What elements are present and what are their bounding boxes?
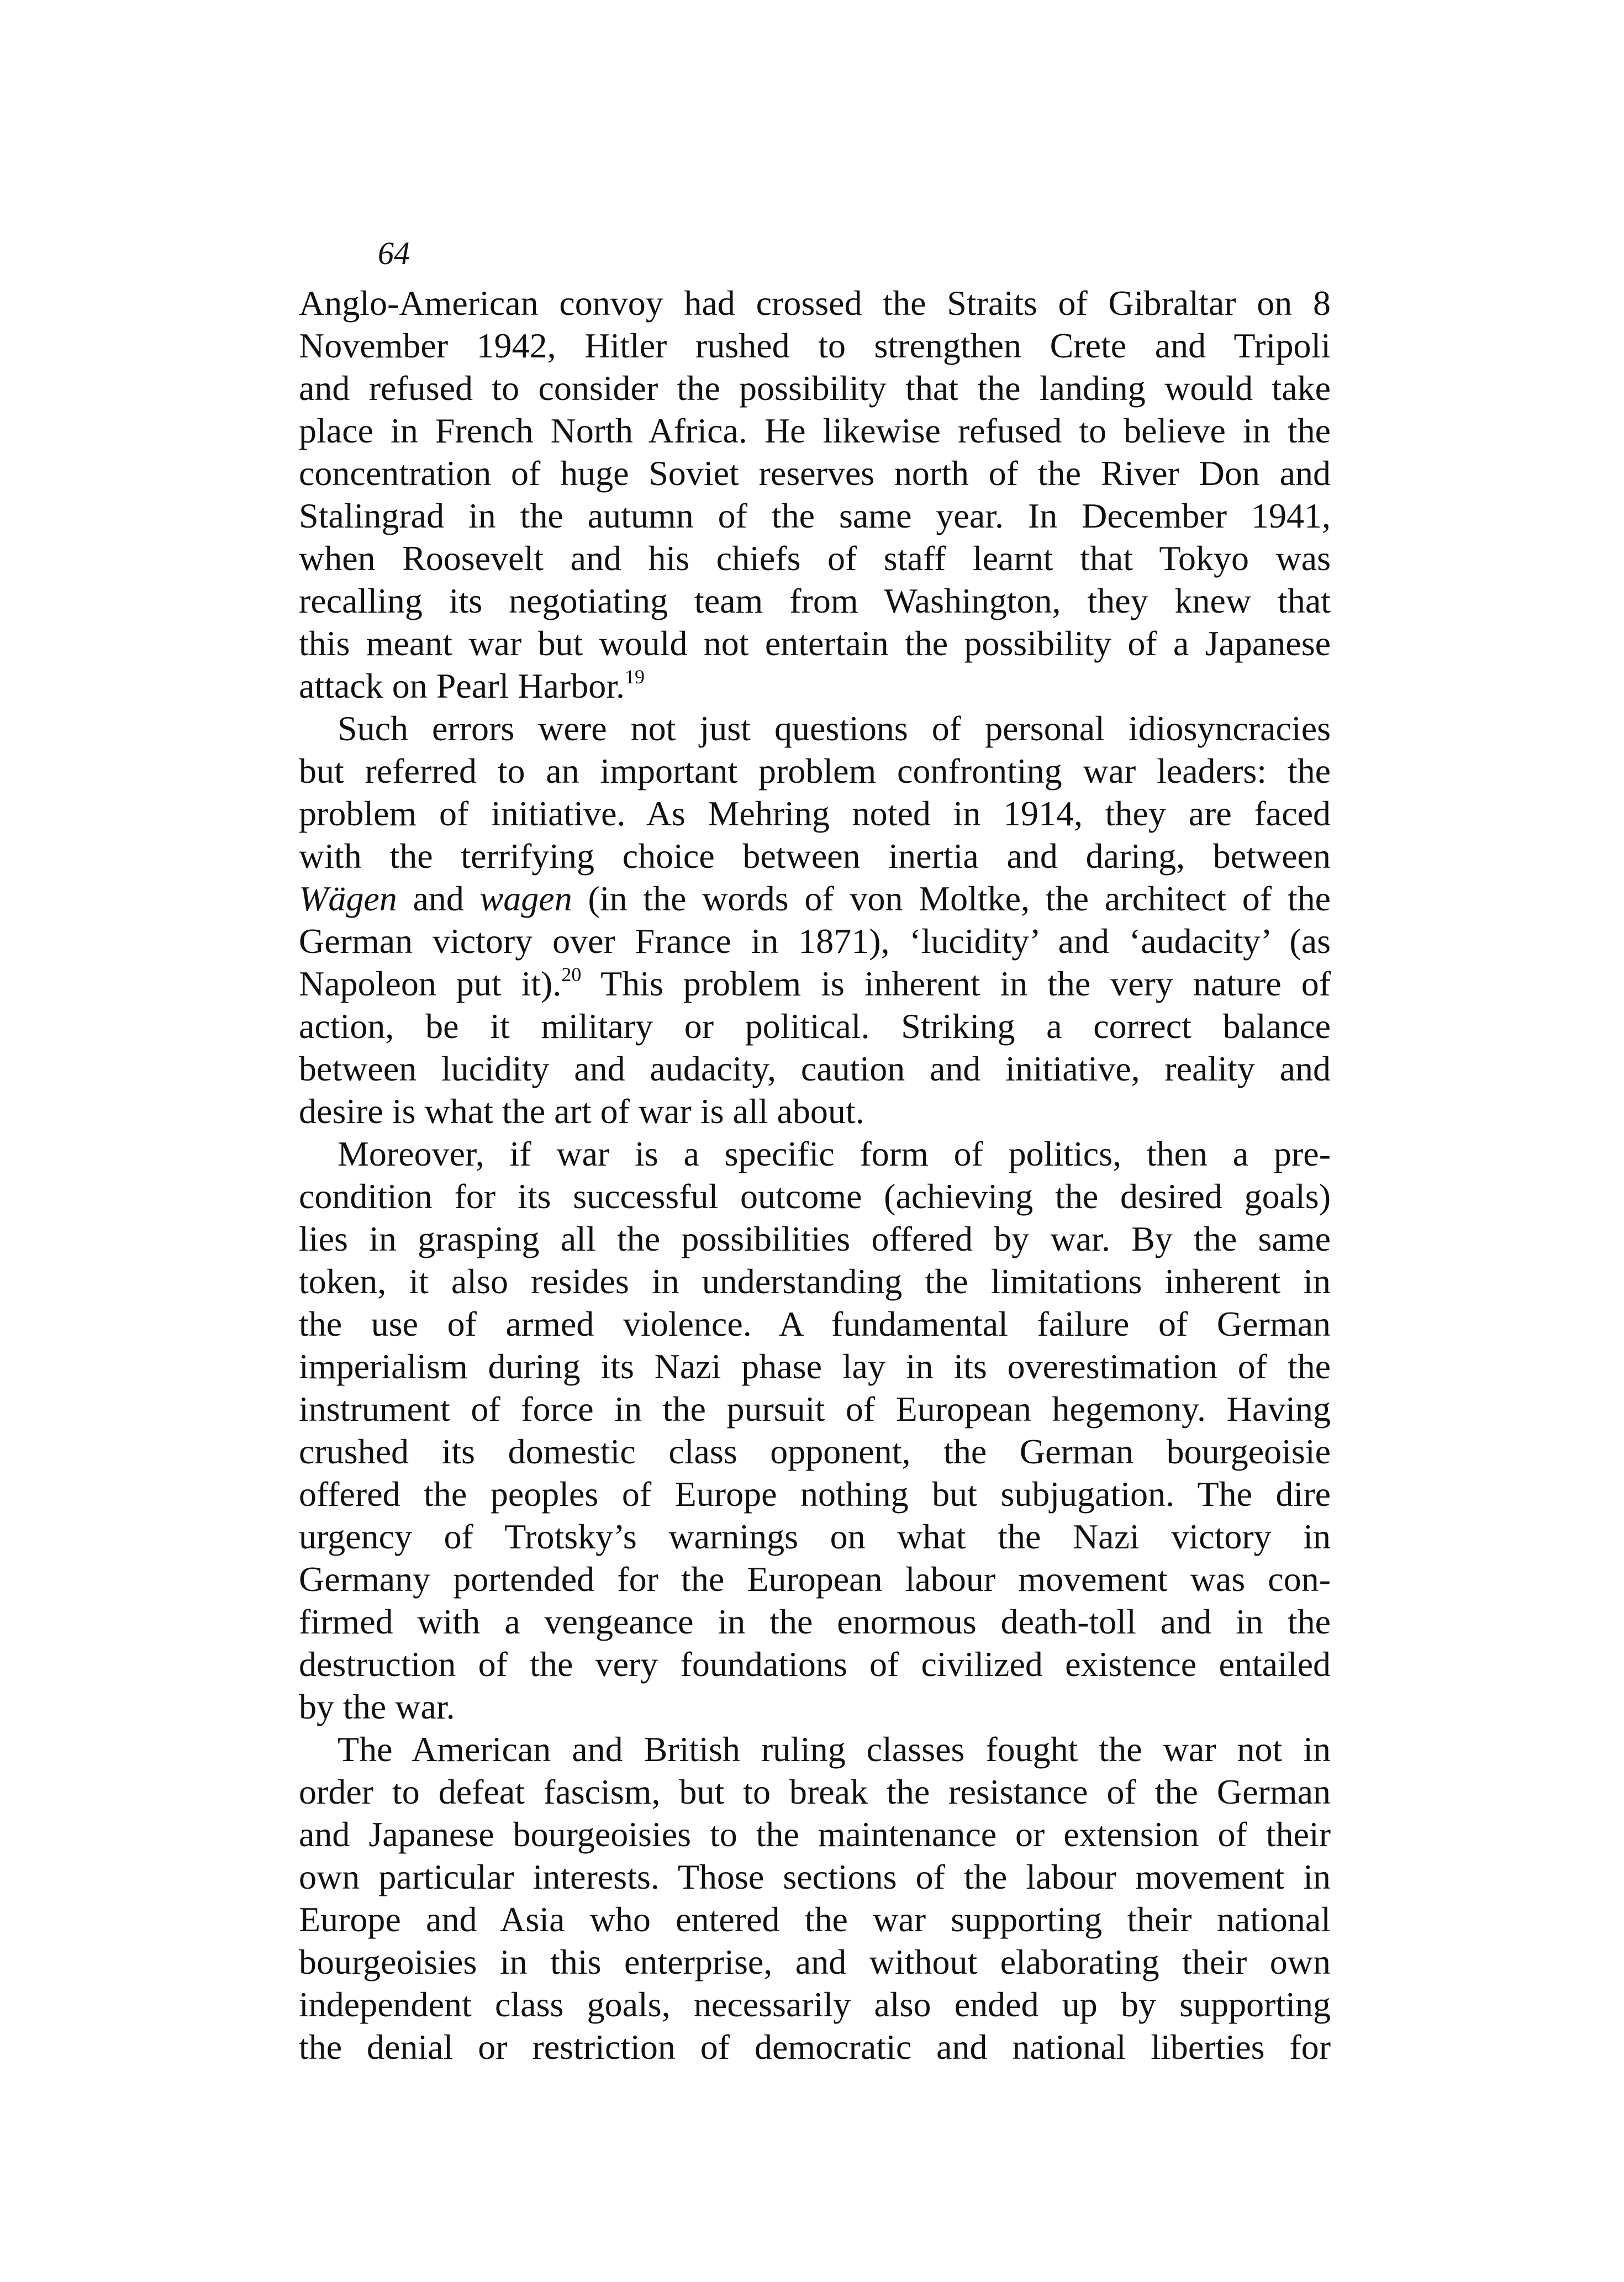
italic-term: Wägen (299, 879, 397, 918)
footnote-ref: 20 (561, 963, 582, 985)
page-number: 64 (378, 235, 410, 271)
text-line: and refused to consider the possibility that the landing would take (299, 368, 1331, 408)
italic-term: wagen (479, 879, 572, 918)
text-line: instrument of force in the pursuit of European hegemony. Having (299, 1389, 1331, 1429)
body-text (299, 282, 1331, 2068)
text-line: but referred to an important problem confronting war leaders: the (299, 751, 1331, 790)
text-line: the use of armed violence. A fundamental failure of German (299, 1304, 1331, 1343)
text-line: urgency of Trotsky’s warnings on what the Nazi victory in (299, 1517, 1331, 1556)
text-line: bourgeoisies in this enterprise, and without elaborating their own (299, 1942, 1331, 1981)
text-line: destruction of the very foundations of civilized existence entailed (299, 1645, 1331, 1684)
text-line (299, 962, 1331, 1005)
text-line: and Japanese bourgeoisies to the maintenance or extension of their (299, 1815, 1331, 1854)
line-text: and (397, 879, 480, 918)
text-line: the denial or restriction of democratic and national liberties for (299, 2027, 1331, 2067)
line-text: Napoleon put it). (299, 964, 562, 1003)
text-line: this meant war but would not entertain the possibility of a Japanese (299, 624, 1331, 663)
text-line: problem of initiative. As Mehring noted in 1914, they are faced (299, 794, 1331, 833)
text-line: Anglo-American convoy had crossed the Straits of Gibraltar on 8 (299, 283, 1331, 323)
text-line: order to defeat fascism, but to break the resistance of the German (299, 1772, 1331, 1811)
text-line: lies in grasping all the possibilities offered by war. By the same (299, 1219, 1331, 1258)
text-line: crushed its domestic class opponent, the German bourgeoisie (299, 1432, 1331, 1471)
text-line: token, it also resides in understanding the limitations inherent in (299, 1262, 1331, 1301)
text-line: German victory over France in 1871), ‘lucidity’ and ‘audacity’ (as (299, 921, 1331, 961)
footnote-ref: 19 (625, 666, 645, 688)
text-line: The American and British ruling classes fought the war not in (338, 1730, 1331, 1769)
text-line: when Roosevelt and his chiefs of staff learnt that Tokyo was (299, 539, 1331, 578)
text-line: recalling its negotiating team from Washington, they knew that (299, 581, 1331, 620)
text-line: Europe and Asia who entered the war supporting their national (299, 1900, 1331, 1939)
text-line: Stalingrad in the autumn of the same year. In December 1941, (299, 496, 1331, 535)
text-line: offered the peoples of Europe nothing but subjugation. The dire (299, 1474, 1331, 1514)
text-line: desire is what the art of war is all about. (299, 1092, 864, 1131)
text-line: action, be it military or political. Striking a correct balance (299, 1006, 1331, 1046)
text-line: condition for its successful outcome (achieving the desired goals) (299, 1177, 1331, 1216)
text-line: November 1942, Hitler rushed to strengthen Crete and Tripoli (299, 326, 1331, 365)
text-line: with the terrifying choice between inertia and daring, between (299, 836, 1331, 876)
text-line: Germany portended for the European labour movement was con- (299, 1559, 1331, 1599)
line-text: attack on Pearl Harbor. (299, 666, 625, 705)
text-line: concentration of huge Soviet reserves north of the River Don and (299, 454, 1331, 493)
text-line: firmed with a vengeance in the enormous death-toll and in the (299, 1602, 1331, 1641)
text-line: independent class goals, necessarily also ended up by supporting (299, 1985, 1331, 2024)
text-line: imperialism during its Nazi phase lay in its overestimation of the (299, 1347, 1331, 1386)
text-line (299, 665, 1331, 707)
line-text: This problem is inherent in the very nature of (581, 964, 1331, 1003)
text-line: Such errors were not just questions of personal idiosyncracies (338, 709, 1331, 748)
text-line: by the war. (299, 1687, 455, 1726)
text-line: own particular interests. Those sections of the labour movement in (299, 1857, 1331, 1896)
line-text: (in the words of von Moltke, the architect of the (572, 879, 1331, 918)
text-line: place in French North Africa. He likewise refused to believe in the (299, 411, 1331, 450)
text-line: Moreover, if war is a specific form of politics, then a pre- (338, 1134, 1331, 1173)
text-line: between lucidity and audacity, caution and initiative, reality and (299, 1049, 1331, 1088)
text-line (299, 877, 1331, 920)
